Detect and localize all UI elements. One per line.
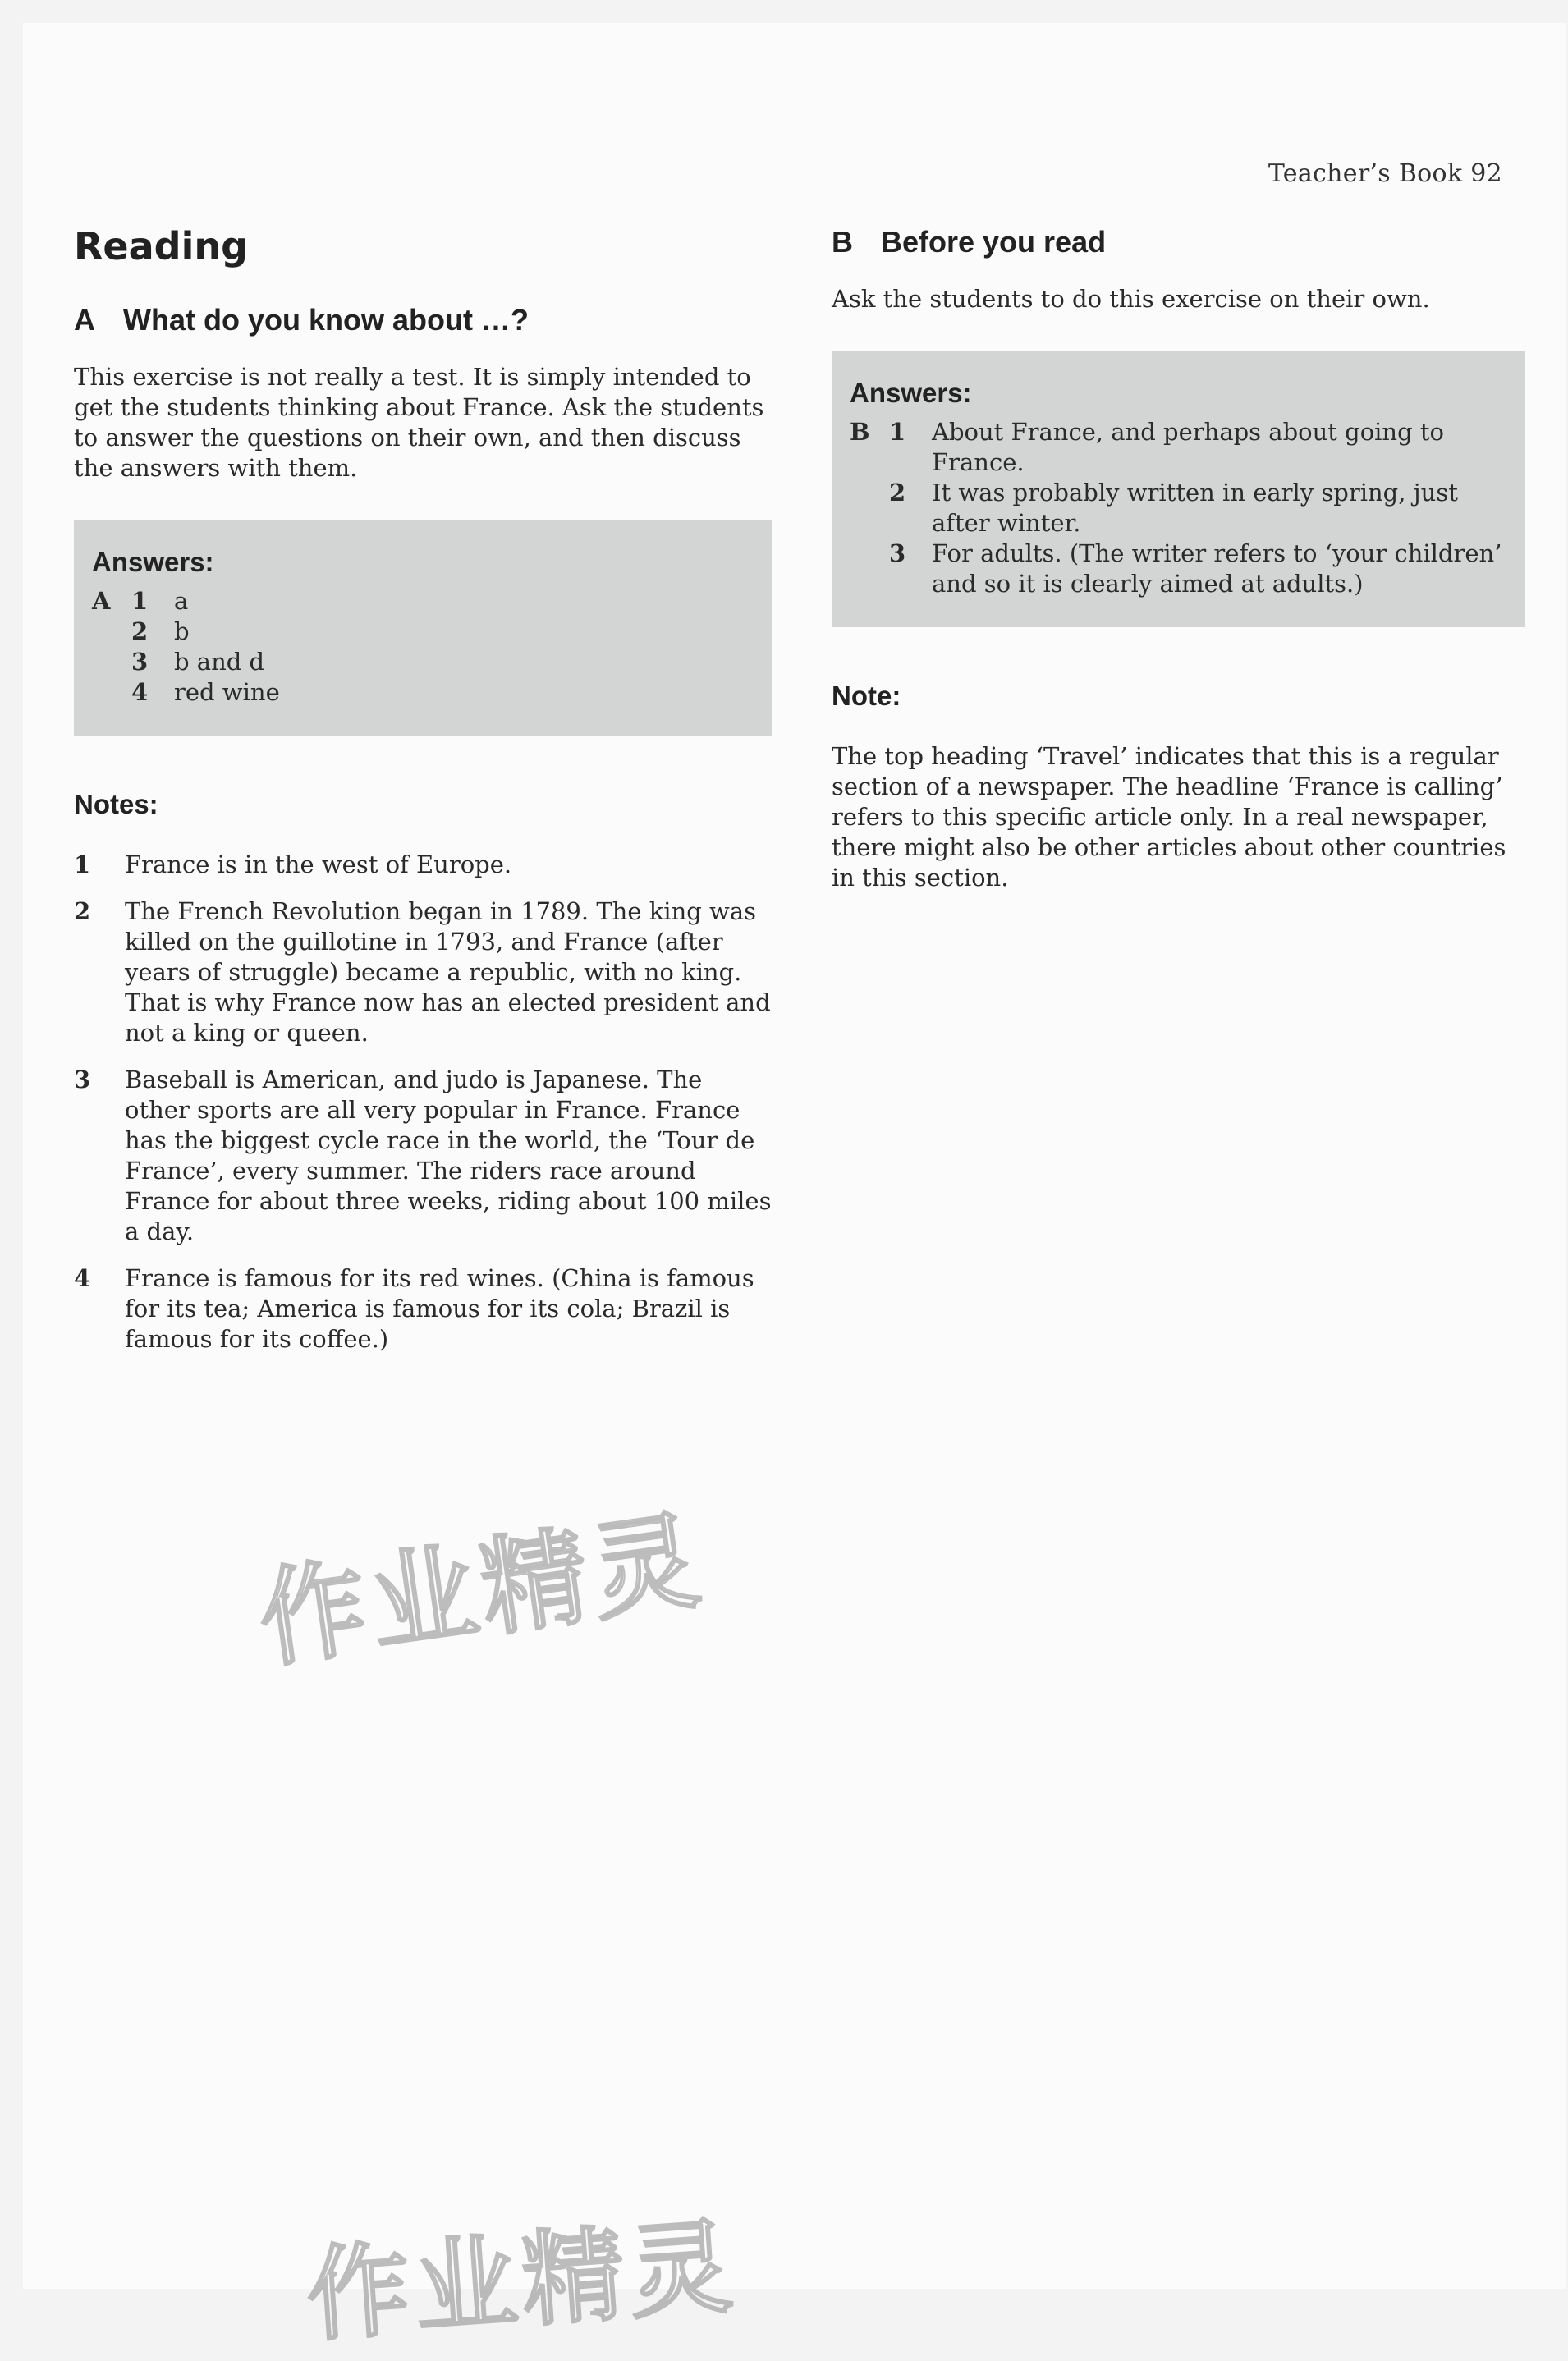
answer-number: 3 — [889, 539, 906, 567]
section-b-heading — [832, 225, 1525, 259]
left-column — [74, 220, 772, 1371]
answer-text: b and d — [174, 648, 265, 676]
section-a-letter: A — [74, 303, 95, 337]
note-text: Baseball is American, and judo is Japanese. The other sports are all very popular in France. France has the biggest cycle race in the world, the ‘Tour de France’, every summer. The riders race around France for about three weeks, riding about 100 miles a day. — [125, 1066, 772, 1245]
note-number: 3 — [74, 1066, 91, 1093]
answers-box-b — [832, 351, 1525, 627]
note-item — [74, 850, 772, 880]
section-a-intro: This exercise is not really a test. It is simply intended to get the students thinking about France. Ask the students to answer the questions on their own, and then discuss the answers with them. — [74, 363, 764, 482]
answer-number: 1 — [131, 587, 149, 615]
answer-row — [850, 417, 1507, 478]
answer-row — [850, 478, 1507, 539]
right-column — [832, 220, 1525, 930]
answer-number: 1 — [889, 418, 906, 446]
answer-letter: B — [850, 418, 870, 446]
note-number: 1 — [74, 850, 91, 878]
answer-number: 2 — [131, 617, 149, 645]
note-item — [74, 896, 772, 1048]
note-item — [74, 1263, 772, 1355]
answer-number: 2 — [889, 479, 906, 507]
running-head: Teacher’s Book 92 — [1268, 159, 1502, 188]
answer-row — [92, 677, 754, 708]
answer-text: About France, and perhaps about going to France. — [932, 418, 1445, 476]
answer-row — [92, 617, 754, 647]
answer-row — [92, 647, 754, 677]
note-text: France is in the west of Europe. — [125, 850, 512, 878]
answer-text: For adults. (The writer refers to ‘your children’ and so it is clearly aimed at adults.) — [932, 539, 1502, 598]
section-a-title: What do you know about …? — [123, 303, 529, 337]
section-title: Reading — [74, 224, 249, 268]
note-text: France is famous for its red wines. (China is famous for its tea; America is famous for its cola; Brazil is famous for its coffee.) — [125, 1264, 754, 1353]
section-b-intro: Ask the students to do this exercise on their own. — [832, 285, 1430, 313]
notes-title: Notes: — [74, 789, 158, 819]
note-number: 4 — [74, 1264, 91, 1292]
section-b-title: Before you read — [881, 225, 1107, 259]
answer-text: It was probably written in early spring, just after winter. — [932, 479, 1458, 537]
answers-box-a — [74, 520, 772, 736]
answer-text: a — [174, 587, 189, 615]
answer-text: b — [174, 617, 190, 645]
answer-row — [850, 539, 1507, 599]
note-text: The French Revolution began in 1789. The king was killed on the guillotine in 1793, and France (after years of struggle) became a republic, with no king. That is why France now has an elected president and not a king or queen. — [125, 897, 771, 1047]
watermark: 作业精灵 — [251, 1497, 712, 1684]
note-item — [74, 1065, 772, 1247]
answers-title: Answers: — [850, 378, 972, 408]
answer-row — [92, 586, 754, 617]
answers-title: Answers: — [92, 547, 214, 577]
answer-number: 4 — [131, 678, 149, 706]
note-text: The top heading ‘Travel’ indicates that this is a regular section of a newspaper. The headline ‘France is calling’ refers to this specific article only. In a real newspaper, there might also be other articles about other countries in this section. — [832, 742, 1506, 892]
note-title: Note: — [832, 681, 901, 711]
answer-letter: A — [92, 587, 111, 615]
section-a-heading — [74, 303, 772, 337]
page — [23, 23, 1566, 2357]
watermark: 作业精灵 — [303, 2207, 741, 2357]
section-b-letter: B — [832, 225, 853, 259]
answer-text: red wine — [174, 678, 280, 706]
answer-number: 3 — [131, 648, 149, 676]
note-number: 2 — [74, 897, 91, 925]
